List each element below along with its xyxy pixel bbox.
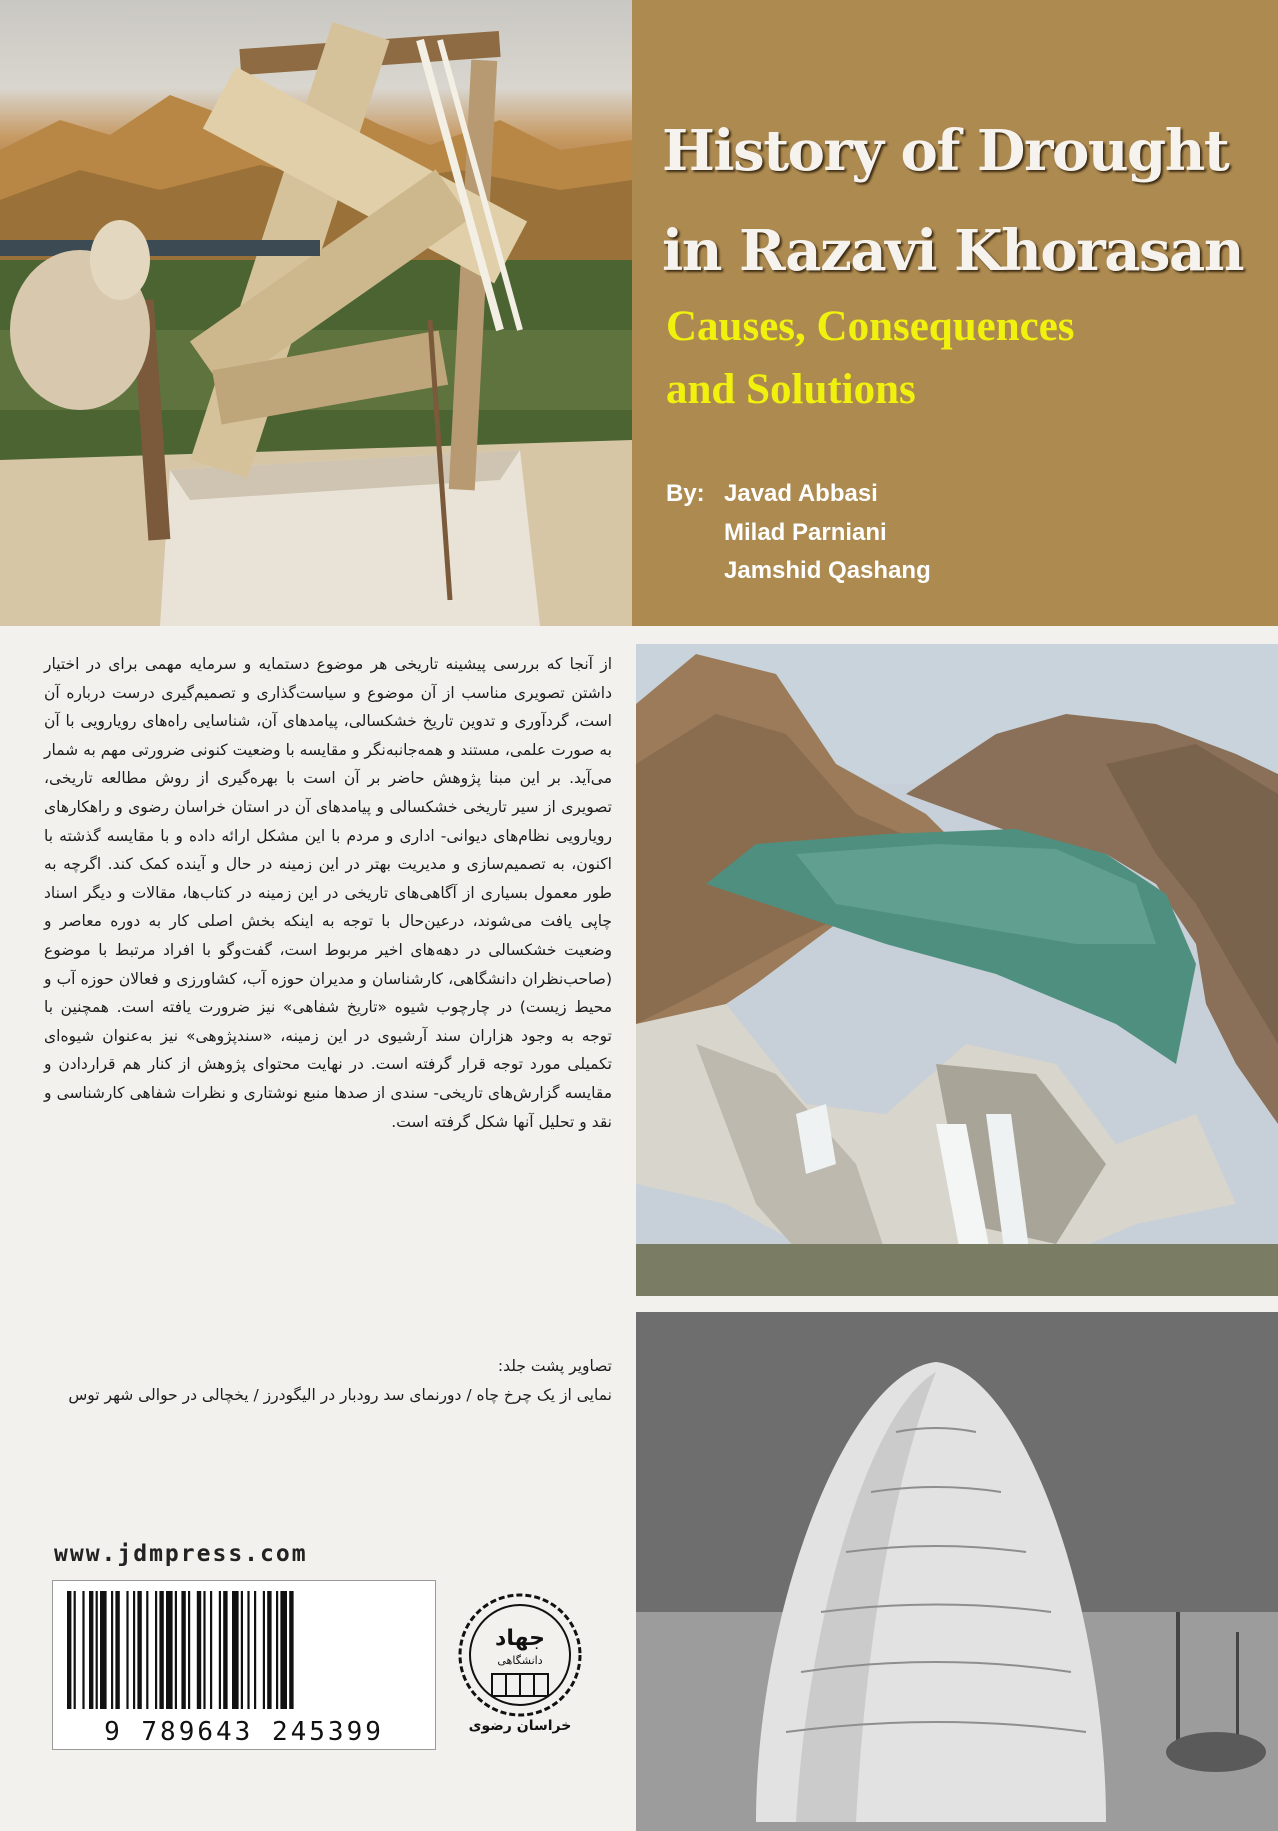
barcode-bar [267,1591,271,1709]
barcode-bar [96,1591,98,1709]
title-panel [632,0,1278,626]
barcode-bar [223,1591,227,1709]
barcode-bar [181,1591,185,1709]
book-title-line-2: in Razavi Khorasan [662,218,1244,284]
barcode-bar [67,1591,71,1709]
icehouse-illustration [636,1312,1278,1831]
barcode-bar [188,1591,190,1709]
barcode-bar [166,1591,173,1709]
book-title-line-1: History of Drought [662,118,1229,184]
barcode-bar [232,1591,239,1709]
isbn-barcode [52,1580,436,1750]
barcode-bar [247,1591,249,1709]
barcode-bar [133,1591,135,1709]
publisher-subname: دانشگاهی [497,1654,543,1667]
captions-text: نمایی از یک چرخ چاه / دورنمای سد رودبار در الیگودرز / یخچالی در حوالی شهر توس [68,1386,612,1404]
book-subtitle-line-1: Causes, Consequences [666,303,1075,350]
author-1: Javad Abbasi [724,480,878,507]
barcode-bar [137,1591,141,1709]
barcode-bar [276,1591,278,1709]
barcode-bar [146,1591,148,1709]
dam-photo [636,644,1278,1296]
well-wheel-illustration [0,0,632,626]
captions-heading: تصاویر پشت جلد: [497,1357,612,1375]
barcode-bar [89,1591,93,1709]
barcode-bar [100,1591,107,1709]
book-subtitle-line-2: and Solutions [666,366,916,413]
authors-prefix: By: [666,480,705,507]
barcode-bar [289,1591,293,1709]
barcode-bars [63,1591,425,1711]
barcode-bar [115,1591,119,1709]
barcode-bar [111,1591,113,1709]
publisher-name: جهاد [495,1626,545,1651]
barcode-bar [280,1591,287,1709]
author-2: Milad Parniani [724,519,887,546]
barcode-bar [155,1591,157,1709]
author-3: Jamshid Qashang [724,557,931,584]
isbn-number: 9 789643 245399 [104,1717,384,1747]
book-description: از آنجا که بررسی پیشینه تاریخی هر موضوع دستمایه و سرمایه مهمی برای در اختیار داشتن تصویری مناسب از آن موضوع و سیاست‌گذاری و تصمیم‌گیری درست درباره آن است، گردآوری و تدوین تاریخ خشکسالی، پیامدهای آن، شناسایی راه‌های رویارویی با آن به صورت علمی، مستند و همه‌جانبه‌نگر و مقایسه با وضعیت کنونی ضرورتی مهم به شمار می‌آید. بر این مبنا پژوهش حاضر بر آن است با بهره‌گیری از روش مطالعه تاریخی، تصویری از سیر تاریخی خشکسالی و پیامدهای آن در استان خراسان رضوی و راهکارهای رویارویی نظام‌های دیوانی- اداری و مردم با این مشکل ارائه داده و با مقایسه گذشته با اکنون، به تصمیم‌سازی و مدیریت بهتر در این زمینه در حال و آینده کمک کند. اگرچه به طور معمول بسیاری از آگاهی‌های تاریخی در این زمینه در کتاب‌ها، مقالات و دیگر اسناد چاپی یافت می‌شوند، درعین‌حال با توجه به اینکه بخش اصلی کار به دوره معاصر و وضعیت خشکسالی در دهه‌های اخیر مربوط است، گفت‌وگو با افراد مرتبط با موضوع (صاحب‌نظران دانشگاهی، کارشناسان و مدیران حوزه آب، کشاورزی و فعالان حوزه آب و محیط زیست) در چارچوب شیوه «تاریخ شفاهی» نیز ضرورت یافته است. همچنین با توجه به وجود هزاران سند آرشیوی در این زمینه، «سندپژوهی» نیز به‌عنوان شیوه‌ای تکمیلی مورد توجه قرار گرفته است. در نهایت محتوای پژوهش از کنار هم قراردادن و مقایسه گزارش‌های تاریخی- سندی از صدها منبع نوشتاری و نظرات شفاهی کارشناسی و نقد و تحلیل آنها شکل گرفته است. [44,655,612,1131]
icehouse-photo [636,1312,1278,1831]
publisher-logo [450,1590,590,1740]
barcode-bar [126,1591,128,1709]
barcode-bar [82,1591,84,1709]
publisher-website: www.jdmpress.com [54,1541,308,1567]
barcode-bar [74,1591,76,1709]
barcode-bar [241,1591,243,1709]
image-captions [44,1352,612,1410]
barcode-bar [159,1591,163,1709]
barcode-bar [197,1591,201,1709]
barcode-bar [203,1591,205,1709]
barcode-bar [219,1591,221,1709]
dam-illustration [636,644,1278,1296]
barcode-bar [210,1591,212,1709]
well-wheel-photo [0,0,632,626]
barcode-bar [263,1591,265,1709]
barcode-bar [175,1591,177,1709]
publisher-region: خراسان رضوی [468,1718,572,1734]
barcode-bar [254,1591,256,1709]
